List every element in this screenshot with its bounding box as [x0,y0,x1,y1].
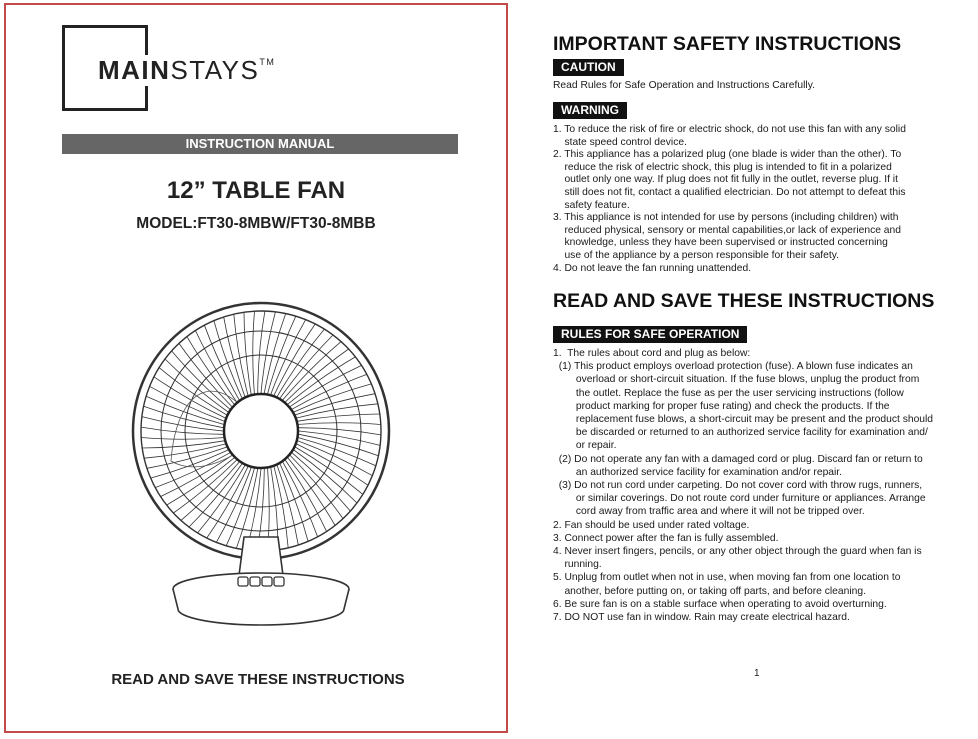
guard-spoke [297,444,368,485]
cover-footer-text: READ AND SAVE THESE INSTRUCTIONS [111,671,405,688]
rules-line: another, before putting on, or taking off parts, and before cleaning. [553,585,866,597]
guard-spoke [298,423,380,425]
speed-button [250,577,260,586]
guard-spoke [224,317,245,397]
warning-line: reduce the risk of electric shock, this plug is intended to fit in a polarized [553,161,892,173]
warning-line: 2. This appliance has a polarized plug (one blade is wider than the other). To [553,149,902,161]
rules-line: replacement fuse blows, a short-circuit may be present and the product should [553,414,934,425]
rules-line: overload or short-circuit situation. If the fuse blows, unplug the product from [553,374,920,386]
guard-spoke [154,377,225,418]
page-number: 1 [754,668,760,679]
guard-spoke [295,394,375,415]
rules-line: cord away from traffic area and where it will not be tripped over. [553,506,865,518]
warning-line: outlet only one way. If plug does not fit fully in the outlet, reverse plug. If it [553,174,898,186]
guard-spoke [274,324,315,395]
guard-spoke [299,434,379,455]
rules-label: RULES FOR SAFE OPERATION [553,326,747,343]
rules-line: (3) Do not run cord under carpeting. Do not cover cord with throw rugs, runners, [553,480,923,491]
rules-line: the outlet. Replace the fuse as per the user servicing instructions (follow [553,387,904,399]
warning-line: knowledge, unless they have been supervised or instructed concerning [553,237,888,249]
fan-hub [224,394,298,468]
warning-line: still does not fit, contact a qualified electrician. Do not attempt to defeat this [553,187,906,198]
cover-page [4,3,508,733]
guard-spoke [258,311,265,393]
guard-spoke [144,406,224,427]
instruction-manual-banner: INSTRUCTION MANUAL [62,134,458,154]
trademark-mark: TM [259,57,276,67]
guard-spoke [141,438,223,440]
rules-line: be discarded or returned to an authorized service facility for examination and/ [553,427,928,439]
fan-base-body [173,589,349,625]
warning-line: 4. Do not leave the fan running unattended. [553,262,752,274]
rules-line: 7. DO NOT use fan in window. Rain may create electrical hazard. [553,612,850,623]
rules-line: or similar coverings. Do not route cord under furniture or appliances. Arrange [553,493,926,505]
product-title: 12” TABLE FAN [166,177,346,204]
guard-spoke [147,447,227,468]
rules-line: 2. Fan should be used under rated voltage. [553,519,750,531]
rules-line: an authorized service facility for examination and/or repair. [553,466,843,478]
warning-line: state speed control device. [553,136,687,148]
brand-name-bold: MAIN [98,55,171,85]
safety-heading: IMPORTANT SAFETY INSTRUCTIONS [553,33,902,55]
speed-button [274,577,284,586]
rules-line: 4. Never insert fingers, pencils, or any other object through the guard when fan is [553,546,922,557]
rules-line: 5. Unplug from outlet when not in use, when moving fan from one location to [553,572,901,584]
warning-line: 3. This appliance is not intended for use by persons (including children) with [553,212,899,224]
brand-name-light: STAYS [170,55,260,85]
caution-label: CAUTION [553,59,624,76]
warning-line: use of the appliance by a person responsible for their safety. [553,250,839,261]
rules-line: 3. Connect power after the fan is fully assembled. [553,532,779,544]
product-model: MODEL:FT30-8MBW/FT30-8MBB [136,215,376,232]
warning-line: reduced physical, sensory or mental capabilities,or lack of experience and [553,224,901,236]
rules-line: (2) Do not operate any fan with a damaged cord or plug. Discard fan or return to [553,453,923,465]
guard-spoke [264,314,285,394]
rules-line: or repair. [553,440,617,452]
rules-line: product marking for proper fuse rating) and check the products. If the [553,400,890,412]
speed-button [262,577,272,586]
warning-line: safety feature. [553,199,630,211]
warning-label: WARNING [553,102,627,119]
rules-line: running. [553,559,602,571]
warning-line: 1. To reduce the risk of fire or electric shock, do not use this fan with any solid [553,124,906,135]
fan-guard-cage [133,303,389,559]
rules-line: 1. The rules about cord and plug as below: [553,348,751,359]
caution-text: Read Rules for Safe Operation and Instructions Carefully. [553,80,815,91]
guard-spoke [277,465,298,545]
guard-spoke [253,311,255,393]
guard-spoke [299,428,381,435]
rules-line: 6. Be sure fan is on a stable surface when operating to avoid overturning. [553,598,887,610]
read-save-heading: READ AND SAVE THESE INSTRUCTIONS [553,290,935,312]
table-fan-illustration [126,301,396,631]
guard-spoke [207,467,248,538]
brand-logo [92,55,281,86]
rules-line: (1) This product employs overload protection (fuse). A blown fuse indicates an [553,361,913,373]
guard-spoke [141,427,223,434]
speed-button [238,577,248,586]
